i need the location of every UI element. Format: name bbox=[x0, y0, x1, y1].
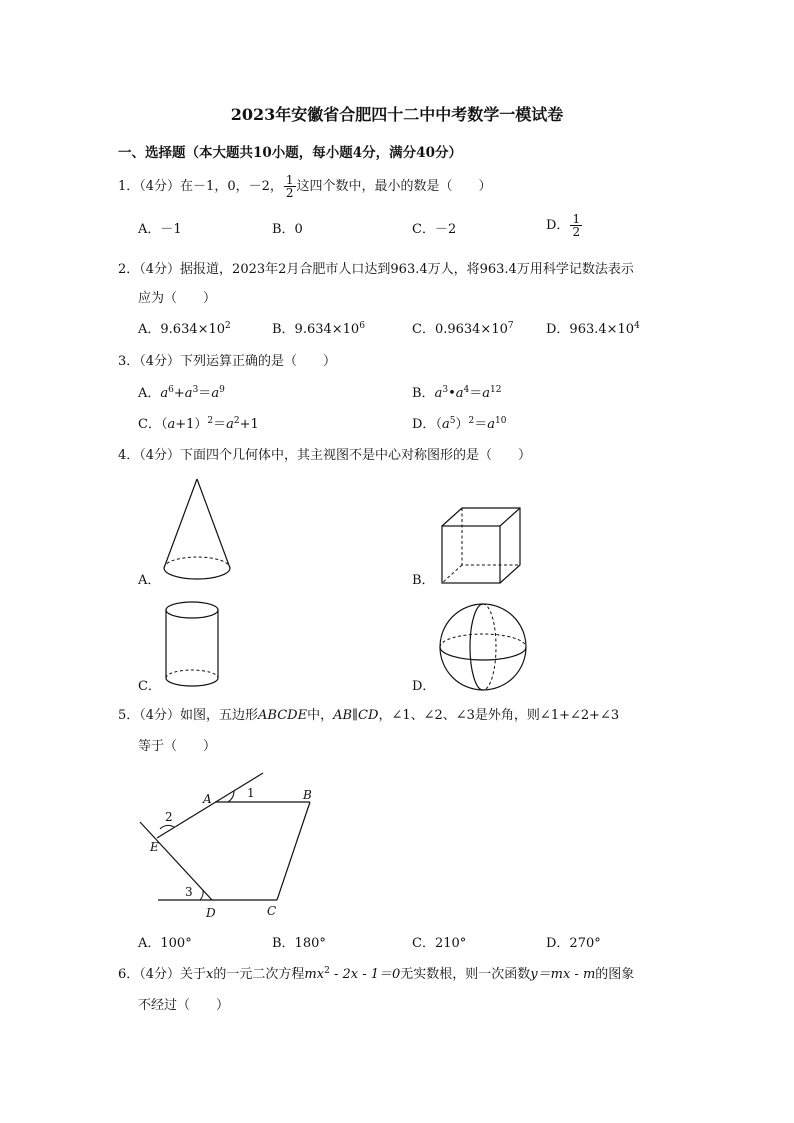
q5-option-a: A．100° bbox=[138, 936, 192, 951]
q3-b-eq: ＝ bbox=[469, 386, 483, 401]
q1-option-c: C．－2 bbox=[412, 222, 457, 237]
question-2-line-2: 应为（ ） bbox=[138, 291, 217, 306]
angle-2-label: 2 bbox=[165, 810, 173, 824]
cylinder-figure bbox=[164, 600, 222, 692]
q6-pre: 6．（4分）关于 bbox=[118, 967, 207, 982]
question-5-line-1 bbox=[118, 707, 619, 725]
q2-option-a bbox=[138, 321, 231, 339]
q3-d-label: D． bbox=[412, 417, 436, 432]
vertex-c-label: C bbox=[267, 904, 277, 918]
q3-d-lparen: （ bbox=[435, 417, 442, 432]
q6-var-x: x bbox=[206, 967, 214, 982]
q3-b-exp2: 4 bbox=[463, 385, 470, 395]
q1-frac-num: 1 bbox=[285, 173, 294, 187]
q6-post: 的图象 bbox=[595, 967, 635, 982]
q3-b-exp1: 3 bbox=[442, 385, 449, 395]
q3-a-plus: + bbox=[173, 386, 185, 401]
q2-c-base: C．0.9634×10 bbox=[412, 322, 508, 337]
q3-option-a bbox=[138, 385, 225, 403]
cone-figure bbox=[160, 476, 234, 586]
q2-option-d bbox=[546, 321, 640, 339]
q3-b-var1: a bbox=[434, 386, 443, 401]
vertex-a-label: A bbox=[203, 792, 212, 806]
angle-1-label: 1 bbox=[247, 786, 255, 800]
q1-stem-pre: 1．（4分）在－1，0，－2， bbox=[118, 179, 283, 194]
q3-c-var2: a bbox=[226, 417, 234, 432]
q3-a-eq: ＝ bbox=[198, 386, 212, 401]
q5-option-b: B．180° bbox=[272, 936, 326, 951]
q1-d-den: 2 bbox=[572, 225, 581, 239]
q3-b-dot: • bbox=[448, 386, 456, 401]
q3-a-var1: a bbox=[160, 386, 169, 401]
question-6-line-2: 不经过（ ） bbox=[138, 998, 230, 1013]
q2-c-exp: 7 bbox=[507, 321, 514, 331]
q5-shape-name: ABCDE bbox=[258, 708, 308, 723]
q1-option-a: A．－1 bbox=[138, 222, 182, 237]
q3-d-exp1: 5 bbox=[449, 416, 456, 426]
section-heading: 一、选择题（本大题共10小题，每小题4分，满分40分） bbox=[118, 145, 462, 161]
q2-a-exp: 2 bbox=[225, 321, 231, 331]
q5-option-d: D．270° bbox=[546, 936, 601, 951]
q3-b-var2: a bbox=[455, 386, 464, 401]
q2-b-base: B．9.634×10 bbox=[272, 322, 360, 337]
q1-frac-den: 2 bbox=[285, 186, 294, 200]
q6-mid: 的一元二次方程 bbox=[213, 967, 305, 982]
q5-option-c: C．210° bbox=[412, 936, 467, 951]
q3-option-b bbox=[412, 385, 501, 403]
q2-a-base: A．9.634×10 bbox=[138, 322, 226, 337]
cube-figure bbox=[440, 506, 522, 586]
q5-stem-pre: 5．（4分）如图，五边形 bbox=[118, 708, 259, 723]
q3-c-exp1: 2 bbox=[207, 416, 214, 426]
q2-d-exp: 4 bbox=[634, 321, 640, 331]
q3-c-lparen: （ bbox=[160, 417, 168, 432]
q3-d-rparen: ） bbox=[455, 417, 469, 432]
q5-stem-mid2: ，∠1、∠2、∠3是外角，则∠1+∠2+∠3 bbox=[378, 708, 620, 723]
question-4-stem: 4．（4分）下面四个几何体中，其主视图不是中心对称图形的是（ ） bbox=[118, 448, 532, 463]
q1-option-d-fraction bbox=[570, 213, 582, 238]
q3-b-label: B． bbox=[412, 386, 435, 401]
angle-3-label: 3 bbox=[185, 885, 193, 899]
q2-d-base: D．963.4×10 bbox=[546, 322, 635, 337]
q1-d-num: 1 bbox=[572, 212, 581, 226]
vertex-e-label: E bbox=[150, 840, 159, 854]
q3-option-c bbox=[138, 416, 259, 434]
pentagon-diagram bbox=[130, 765, 330, 925]
question-1-stem bbox=[118, 174, 492, 199]
q3-d-var1: a bbox=[441, 417, 450, 432]
q1-option-d-label: D． bbox=[546, 218, 570, 233]
q4-option-d: D． bbox=[412, 679, 436, 694]
q4-option-a: A． bbox=[138, 573, 161, 588]
q3-d-exp3: 10 bbox=[494, 416, 507, 426]
extension-line-ed bbox=[140, 822, 212, 900]
q2-option-c bbox=[412, 321, 514, 339]
question-5-line-2: 等于（ ） bbox=[138, 739, 217, 754]
question-2-line-1: 2．（4分）据报道，2023年2月合肥市人口达到963.4万人，将963.4万用科学记数法表示 bbox=[118, 262, 634, 277]
angle-3-arc bbox=[200, 890, 203, 900]
q6-function: y＝mx - m bbox=[530, 967, 596, 982]
page-title: 2023年安徽省合肥四十二中中考数学一模试卷 bbox=[230, 105, 564, 124]
q3-b-var3: a bbox=[482, 386, 491, 401]
vertex-d-label: D bbox=[206, 906, 216, 920]
q3-c-exp2: 2 bbox=[233, 416, 240, 426]
q3-c-label: C． bbox=[138, 417, 161, 432]
q1-stem-post: 这四个数中，最小的数是（ ） bbox=[296, 179, 492, 194]
q3-b-exp3: 12 bbox=[490, 385, 502, 395]
q3-d-var2: a bbox=[487, 417, 495, 432]
question-6-line-1 bbox=[118, 966, 634, 984]
q3-c-eq: ＝ bbox=[213, 417, 227, 432]
q4-option-b: B． bbox=[412, 573, 435, 588]
q1-option-b: B．0 bbox=[272, 222, 303, 237]
q6-eq-mx: mx bbox=[304, 967, 325, 982]
q3-c-tail: +1 bbox=[239, 417, 259, 432]
q2-option-b bbox=[272, 321, 365, 339]
q3-c-rparen: +1） bbox=[175, 417, 208, 432]
q3-a-var3: a bbox=[211, 386, 220, 401]
q6-mid2: 无实数根，则一次函数 bbox=[400, 967, 531, 982]
q3-d-eq: ＝ bbox=[474, 417, 488, 432]
q2-b-exp: 6 bbox=[359, 321, 365, 331]
q3-a-exp2: 3 bbox=[192, 385, 199, 395]
q5-stem-mid1: 中， bbox=[307, 708, 334, 723]
sphere-figure bbox=[438, 602, 528, 692]
vertex-b-label: B bbox=[303, 788, 312, 802]
q3-c-var1: a bbox=[167, 417, 176, 432]
q3-a-label: A． bbox=[138, 386, 161, 401]
question-3-stem: 3．（4分）下列运算正确的是（ ） bbox=[118, 354, 337, 369]
q3-a-exp1: 6 bbox=[168, 385, 174, 395]
q1-option-d bbox=[546, 213, 583, 238]
q1-fraction bbox=[284, 174, 296, 199]
q3-option-d bbox=[412, 416, 506, 434]
q5-parallel: AB∥CD bbox=[333, 708, 379, 723]
q6-eq-rest: - 2x - 1＝0 bbox=[329, 967, 401, 982]
q6-eq-exp: 2 bbox=[324, 966, 330, 976]
q3-a-var2: a bbox=[184, 386, 193, 401]
q3-a-exp3: 9 bbox=[219, 385, 225, 395]
q4-option-c: C． bbox=[138, 679, 161, 694]
side-bc bbox=[277, 802, 310, 900]
q3-d-exp2: 2 bbox=[468, 416, 475, 426]
